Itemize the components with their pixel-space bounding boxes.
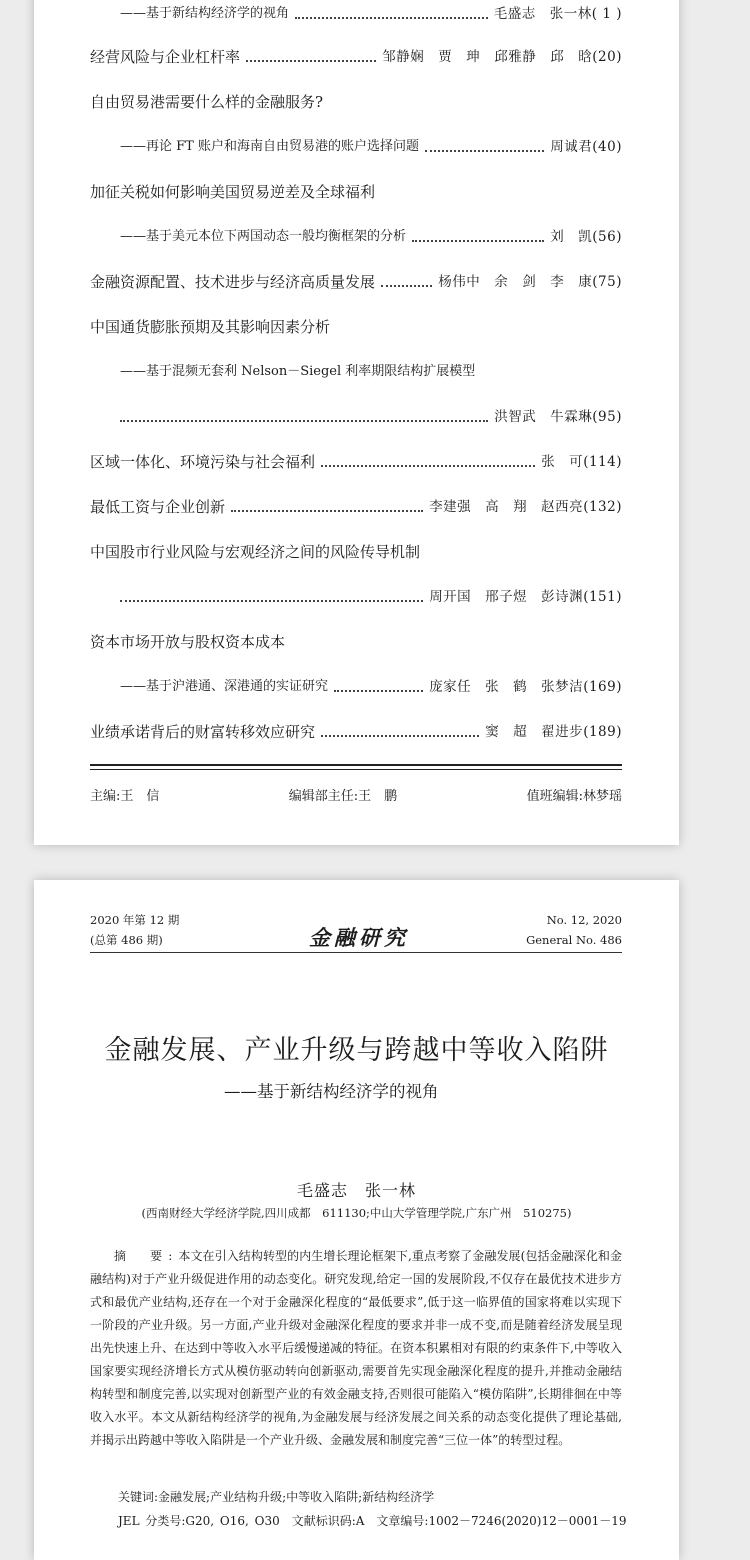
toc-entry-title: 金融资源配置、技术进步与经济高质量发展 [90, 273, 376, 291]
toc-entry-authors: 张 可 [541, 454, 584, 470]
toc-entry-title: 区域一体化、环境污染与社会福利 [90, 453, 316, 471]
toc-entry-authors: 毛盛志 张一林 [493, 6, 592, 22]
toc-leader-dots [231, 510, 423, 512]
chief-editor: 主编:王 信 [90, 789, 160, 804]
toc-entry-page: (169) [583, 679, 622, 695]
abstract-text: 本文在引入结构转型的内生增长理论框架下,重点考察了金融发展(包括金融深化和金融结构)对于产业升级促进作用的动态变化。研究发现,给定一国的发展阶段,不仅存在最优技术进步方式和最优产业结构,还存在一个对于金融深化程度的“最低要求”,低于这一临界值的国家将难以实现下一阶段的产业升级。另一方面,产业升级对金融深化程度的要求并非一成不变,而是随着经济发展呈现出先快速上升、在达到中等收入水平后缓慢递减的特征。在资本积累相对有限的约束条件下,中等收入国家要实现经济增长方式从模仿驱动转向创新驱动,需要首先实现金融深化程度的提升,并推动金融结构转型和制度完善,以实现对创新型产业的有效金融支持,否则很可能陷入“模仿陷阱”,长期徘徊在中等收入水平。本文从新结构经济学的视角,为金融发展与经济发展之间关系的动态变化提供了理论基础,并揭示出跨越中等收入陷阱是一个产业升级、金融发展和制度完善“三位一体”的转型过程。 [90, 1249, 622, 1447]
toc-entry-title: 加征关税如何影响美国贸易逆差及全球福利 [90, 183, 376, 201]
toc-entry [90, 88, 622, 112]
issue-en: No. 12, 2020 [546, 913, 622, 927]
toc-entry [90, 268, 622, 292]
toc-entry-authors: 邹静娴 贾 珅 邱雅静 邱 晗 [382, 49, 593, 65]
toc-entry-page: (56) [592, 229, 622, 245]
toc-leader-dots [120, 600, 423, 602]
article-title: 金融发展、产业升级与跨越中等收入陷阱 [104, 1035, 609, 1066]
toc-entry-title: ——基于新结构经济学的视角 [120, 6, 290, 21]
toc-entry-authors: 洪智武 牛霖琳 [494, 409, 593, 425]
keywords: 关键词:金融发展;产业结构升级;中等收入陷阱;新结构经济学 [118, 1490, 435, 1504]
toc-leader-dots [120, 420, 488, 422]
toc-entry [90, 538, 622, 562]
toc-entry-title: 资本市场开放与股权资本成本 [90, 633, 286, 651]
abstract-label: 摘 要: [114, 1249, 179, 1263]
toc-entry-page: (95) [592, 409, 622, 425]
article-first-page [34, 880, 679, 1560]
toc-entry [90, 223, 622, 247]
journal-logo: 金融研究 [309, 926, 409, 950]
toc-entry-page: (132) [583, 499, 622, 515]
toc-entry-authors: 周诚君 [550, 139, 593, 155]
toc-entry-authors: 李建强 高 翔 赵西亮 [429, 499, 584, 515]
duty-editor: 值班编辑:林梦瑶 [526, 789, 622, 804]
abstract [90, 1245, 622, 1452]
article-subtitle: ——基于新结构经济学的视角 [224, 1082, 439, 1101]
footer-rule-thick [90, 764, 622, 766]
author-affiliation: (西南财经大学经济学院,四川成都 611130;中山大学管理学院,广东广州 510275) [141, 1206, 572, 1220]
header-rule [90, 952, 622, 953]
issue-cn: 2020 年第 12 期 [90, 913, 180, 927]
toc-entry-authors: 周开国 邢子煜 彭诗渊 [429, 589, 584, 605]
toc-entry [90, 358, 622, 382]
toc-leader-dots [321, 735, 479, 737]
toc-leader-dots [334, 690, 423, 692]
toc-entry-page: (20) [592, 49, 622, 65]
toc-entry-title: 中国股市行业风险与宏观经济之间的风险传导机制 [90, 543, 421, 561]
toc-leader-dots [425, 150, 544, 152]
toc-entry [90, 493, 622, 517]
toc-leader-dots [381, 285, 432, 287]
toc-entry-page: (75) [592, 274, 622, 290]
toc-page [34, 0, 679, 845]
classification-codes: JEL 分类号:G20, O16, O30 文献标识码:A 文章编号:1002－7246(2020)12－0001－19 [118, 1514, 627, 1528]
toc-entry-title: 经营风险与企业杠杆率 [90, 48, 241, 66]
toc-entry-page: (40) [592, 139, 622, 155]
toc-entry-title: 业绩承诺背后的财富转移效应研究 [90, 723, 316, 741]
toc-entry-title: ——再论 FT 账户和海南自由贸易港的账户选择问题 [120, 139, 419, 154]
toc-entry [90, 718, 622, 742]
toc-entry [90, 403, 622, 427]
toc-entry [90, 0, 622, 24]
toc-leader-dots [321, 465, 535, 467]
toc-entry-authors: 庞家任 张 鹤 张梦洁 [429, 679, 584, 695]
toc-entry-title: ——基于美元本位下两国动态一般均衡框架的分析 [120, 229, 407, 244]
toc-entry [90, 133, 622, 157]
editors-line [90, 785, 622, 804]
toc-entry-title: 最低工资与企业创新 [90, 498, 226, 516]
toc-entry [90, 448, 622, 472]
toc-leader-dots [295, 17, 488, 19]
dept-director: 编辑部主任:王 鹏 [288, 789, 398, 804]
toc-entry-title: 中国通货膨胀预期及其影响因素分析 [90, 318, 331, 336]
toc-entry-title: 自由贸易港需要什么样的金融服务? [90, 93, 324, 111]
article-authors: 毛盛志 张一林 [296, 1181, 416, 1200]
total-issue-cn: (总第 486 期) [90, 933, 163, 947]
toc-entry-title: ——基于沪港通、深港通的实证研究 [120, 679, 329, 694]
toc-entry [90, 178, 622, 202]
toc-leader-dots [412, 240, 544, 242]
toc-leader-dots [246, 60, 376, 62]
toc-entry-page: (189) [583, 724, 622, 740]
total-issue-en: General No. 486 [526, 933, 622, 947]
toc-entry [90, 43, 622, 67]
toc-entry [90, 313, 622, 337]
toc-entry-page: (114) [583, 454, 622, 470]
toc-entry-authors: 杨伟中 余 剑 李 康 [438, 274, 593, 290]
toc-entry [90, 673, 622, 697]
toc-entry-title: ——基于混频无套利 Nelson－Siegel 利率期限结构扩展模型 [120, 364, 476, 379]
toc-entry-page: ( 1 ) [591, 6, 622, 22]
toc-entry-page: (151) [583, 589, 622, 605]
toc-entry-authors: 刘 凯 [550, 229, 593, 245]
toc-entry [90, 583, 622, 607]
toc-entry [90, 628, 622, 652]
footer-rule-thin [90, 769, 622, 770]
toc-entry-authors: 窦 超 翟进步 [485, 724, 584, 740]
